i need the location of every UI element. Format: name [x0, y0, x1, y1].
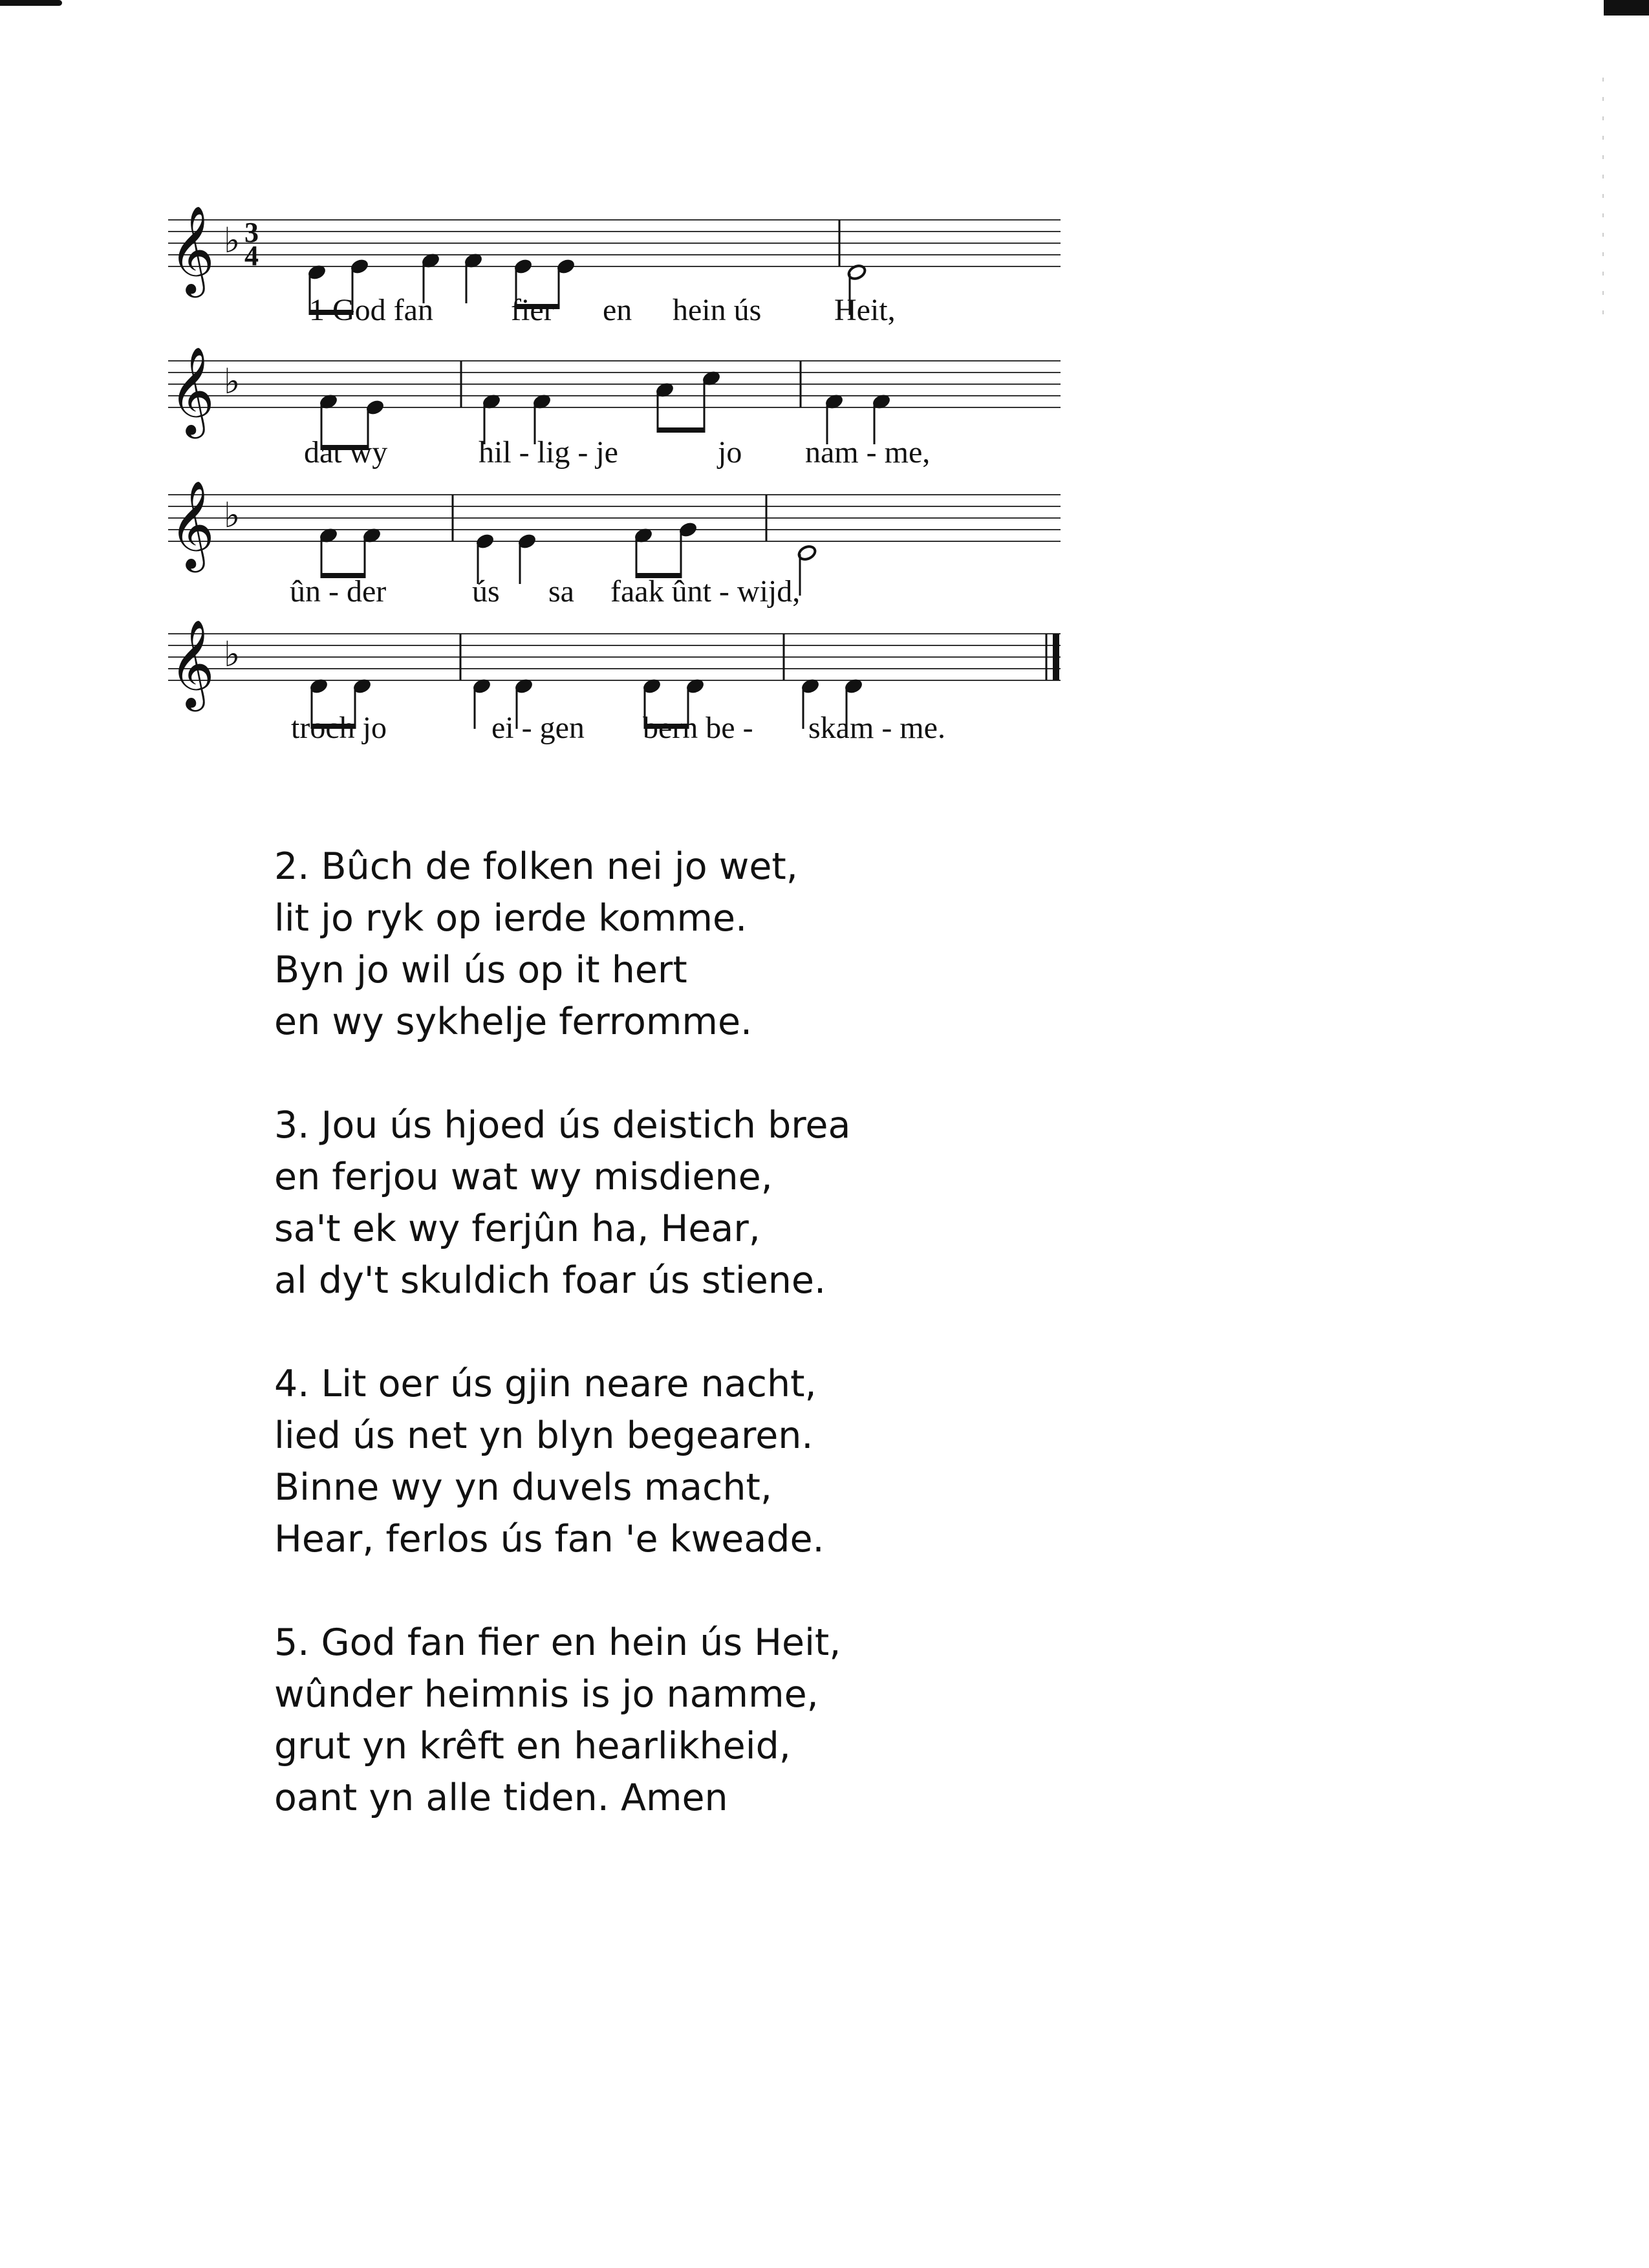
verse-2: [274, 841, 1503, 1048]
staff-3: [0, 479, 1649, 624]
note-eighth: [678, 521, 698, 572]
lyric-syllable: nam - me,: [805, 435, 931, 470]
scan-artifact: [0, 0, 62, 6]
verse-line: en ferjou wat wy misdiene,: [274, 1156, 773, 1198]
verse-line: lit jo ryk op ierde komme.: [274, 897, 748, 940]
verse-line: 5. God fan fier en hein ús Heit,: [274, 1621, 841, 1664]
staff-system-1: [0, 204, 1649, 356]
time-signature-bottom: 4: [244, 240, 259, 272]
note-eighth: [318, 526, 338, 578]
lyric-syllable: sa: [548, 574, 574, 609]
staff-system-3: [0, 479, 1649, 624]
verse-line: 2. Bûch de folken nei jo wet,: [274, 845, 798, 888]
lyric-syllable: ûn - der: [290, 574, 387, 609]
verses: [274, 841, 1503, 1875]
lyric-syllable: bern be -: [643, 711, 753, 745]
staff-system-2: [0, 345, 1649, 497]
treble-clef-icon: 𝄞: [169, 618, 215, 707]
final-barline-thick: [1053, 634, 1059, 680]
note-eighth: [555, 257, 576, 309]
note-quarter: [463, 252, 483, 303]
lyric-syllable: fier: [511, 293, 554, 327]
staff-1: [0, 204, 1649, 356]
verse-line: Byn jo wil ús op it hert: [274, 949, 687, 991]
verse-line: 4. Lit oer ús gjin neare nacht,: [274, 1363, 817, 1405]
staff-system-4: [0, 608, 1649, 757]
verse-line: Hear, ferlos ús fan 'e kweade.: [274, 1518, 824, 1561]
lyric-syllable: faak ûnt - wijd,: [610, 574, 801, 609]
verse-5: [274, 1617, 1503, 1824]
verse-4: [274, 1358, 1503, 1565]
verse-line: oant yn alle tiden. Amen: [274, 1777, 728, 1819]
flat-key-signature-icon: ♭: [224, 634, 241, 675]
verse-line: en wy sykhelje ferromme.: [274, 1000, 753, 1043]
verse-line: 3. Jou ús hjoed ús deistich brea: [274, 1104, 851, 1147]
verse-line: Binne wy yn duvels macht,: [274, 1466, 772, 1509]
verse-line: sa't ek wy ferjûn ha, Hear,: [274, 1207, 760, 1250]
verse-line: wûnder heimnis is jo namme,: [274, 1673, 819, 1716]
lyric-syllable: Heit,: [834, 293, 896, 327]
flat-key-signature-icon: ♭: [224, 495, 241, 535]
lyric-syllable: hil - lig - je: [479, 435, 618, 470]
beam: [657, 427, 706, 433]
treble-clef-icon: 𝄞: [169, 479, 215, 568]
lyric-syllable: 1 God fan: [309, 293, 433, 327]
verse-line: grut yn krêft en hearlikheid,: [274, 1725, 791, 1767]
scan-artifact: [1604, 0, 1649, 16]
note-quarter: [471, 677, 491, 729]
lyric-syllable: troch jo: [291, 711, 387, 745]
lyric-syllable: ús: [472, 574, 500, 609]
verse-line: al dy't skuldich foar ús stiene.: [274, 1259, 826, 1302]
note-quarter: [517, 532, 537, 584]
flat-key-signature-icon: ♭: [224, 220, 241, 261]
treble-clef-icon: 𝄞: [169, 204, 215, 294]
lyric-syllable: hein ús: [673, 293, 762, 327]
time-signature-top: 3: [244, 217, 259, 248]
lyric-syllable: jo: [718, 435, 742, 470]
lyric-syllable: ei - gen: [491, 711, 585, 745]
lyric-syllable: en: [603, 293, 632, 327]
lyric-syllable: skam - me.: [808, 711, 945, 745]
lyric-syllable: dat wy: [304, 435, 388, 470]
staff-2: [0, 345, 1649, 497]
note-eighth: [361, 526, 382, 578]
treble-clef-icon: 𝄞: [169, 345, 215, 435]
verse-3: [274, 1099, 1503, 1306]
verse-line: lied ús net yn blyn begearen.: [274, 1414, 814, 1457]
flat-key-signature-icon: ♭: [224, 361, 241, 402]
note-eighth: [633, 526, 653, 578]
